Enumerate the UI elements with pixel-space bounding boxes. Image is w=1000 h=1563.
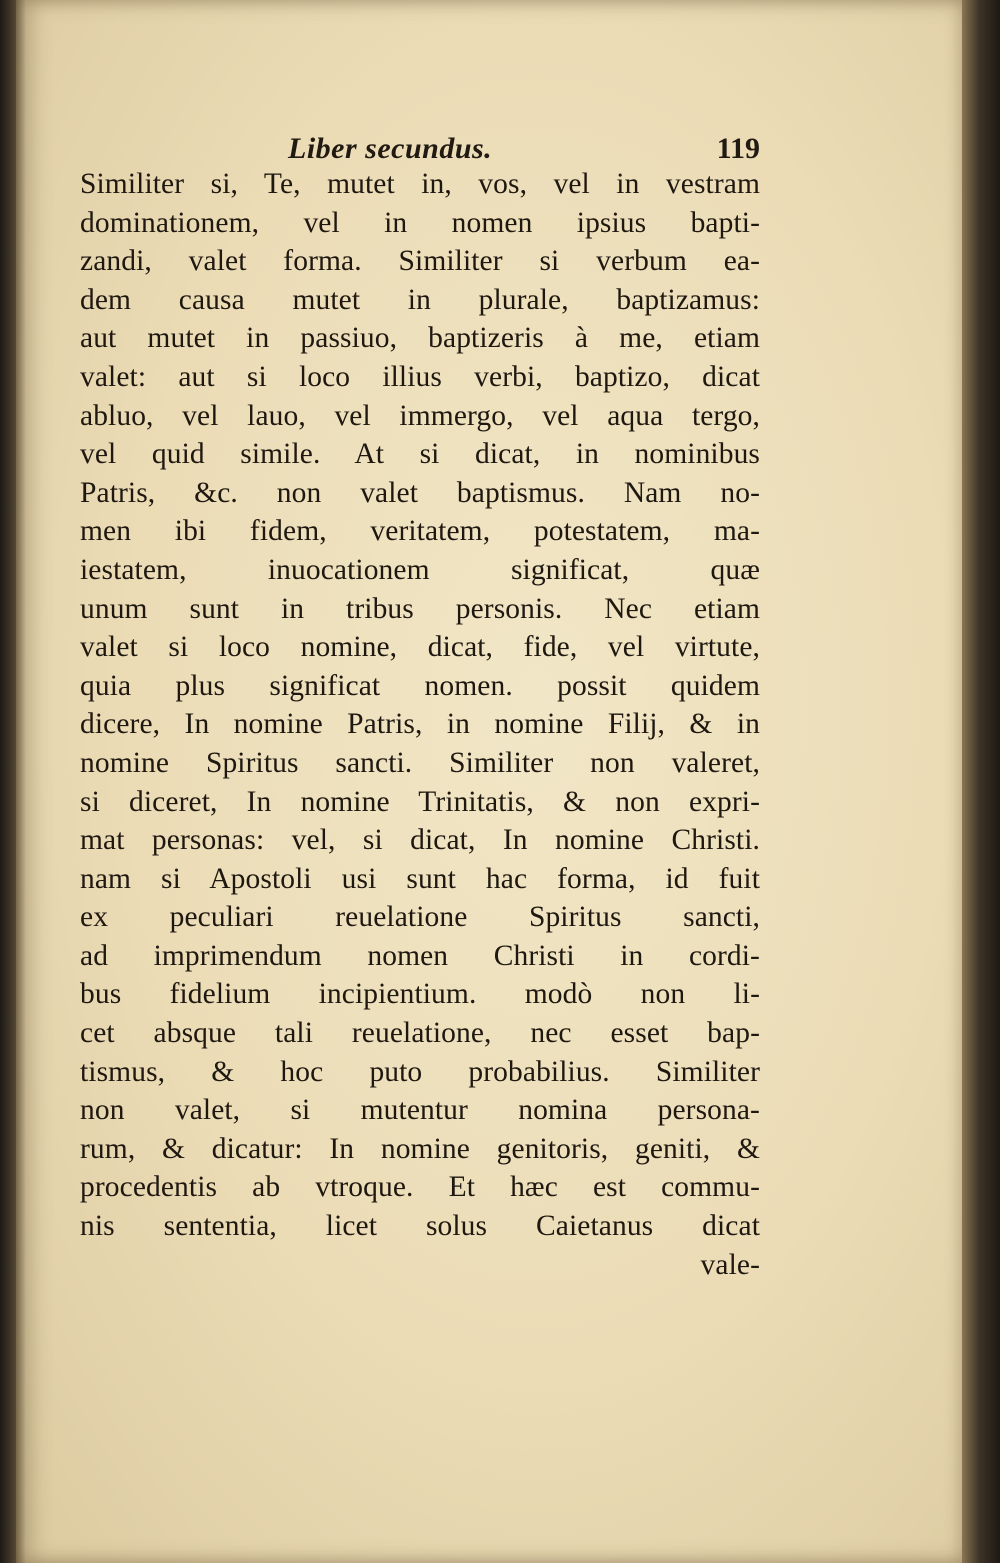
page-number: 119 [716, 132, 760, 165]
text-line: dem causa mutet in plurale, baptizamus: [80, 283, 760, 316]
text-line: mat personas: vel, si dicat, In nomine Christi. [80, 824, 760, 857]
text-line: procedentis ab vtroque. Et hæc est commu- [80, 1171, 760, 1204]
text-line: vel quid simile. At si dicat, in nominibus [80, 438, 760, 471]
text-line: nam si Apostoli usi sunt hac forma, id fuit [80, 862, 760, 895]
page-edge [962, 0, 1000, 1563]
text-line: iestatem, inuocationem significat, quæ [80, 553, 760, 586]
text-line: abluo, vel lauo, vel immergo, vel aqua tergo, [80, 399, 760, 432]
text-line: rum, & dicatur: In nomine genitoris, geniti, & [80, 1132, 760, 1165]
text-line: tismus, & hoc puto probabilius. Similiter [80, 1055, 760, 1088]
text-line: ex peculiari reuelatione Spiritus sancti, [80, 901, 760, 934]
text-line: bus fidelium incipientium. modò non li- [80, 978, 760, 1011]
text-line: Similiter si, Te, mutet in, vos, vel in vestram [80, 168, 760, 200]
text-line: nis sententia, licet solus Caietanus dicat [80, 1210, 760, 1243]
text-line: nomine Spiritus sancti. Similiter non valeret, [80, 746, 760, 779]
text-line: unum sunt in tribus personis. Nec etiam [80, 592, 760, 625]
text-line: aut mutet in passiuo, baptizeris à me, etiam [80, 322, 760, 355]
text-line: valet si loco nomine, dicat, fide, vel virtute, [80, 631, 760, 664]
text-line: cet absque tali reuelatione, nec esset bap- [80, 1017, 760, 1050]
text-line: ad imprimendum nomen Christi in cordi- [80, 939, 760, 972]
text-line: non valet, si mutentur nomina persona- [80, 1094, 760, 1127]
text-line: quia plus significat nomen. possit quidem [80, 669, 760, 702]
text-line: zandi, valet forma. Similiter si verbum ea- [80, 245, 760, 278]
text-line: si diceret, In nomine Trinitatis, & non expri- [80, 785, 760, 818]
text-line: Patris, &c. non valet baptismus. Nam no- [80, 476, 760, 509]
text-line: dominationem, vel in nomen ipsius bapti- [80, 206, 760, 239]
text-line: valet: aut si loco illius verbi, baptizo, dicat [80, 360, 760, 393]
catchword: vale- [700, 1248, 760, 1281]
text-line: dicere, In nomine Patris, in nomine Filij, & in [80, 708, 760, 741]
body-text [80, 165, 760, 1284]
text-line: men ibi fidem, veritatem, potestatem, ma- [80, 515, 760, 548]
running-title: Liber secundus. [288, 132, 493, 165]
page-fold-shadow [16, 0, 26, 1563]
